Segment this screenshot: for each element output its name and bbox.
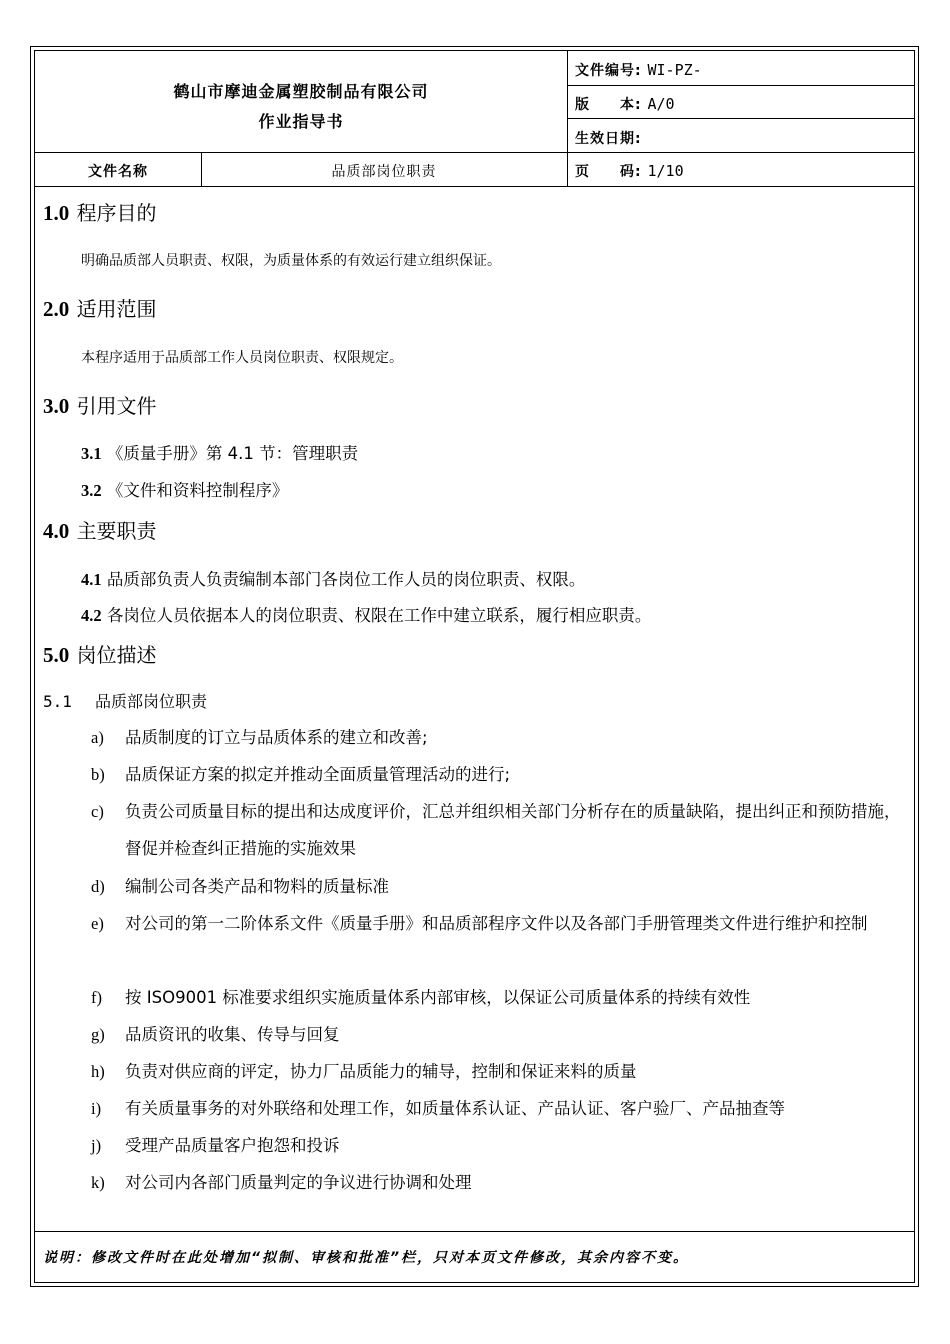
item-label: c): [91, 802, 104, 821]
item-text: 负责公司质量目标的提出和达成度评价，汇总并组织相关部门分析存在的质量缺陷，提出纠正和预防措施，督促并检查纠正措施的实施效果: [125, 802, 901, 858]
subsection-title: 品质部岗位职责: [95, 692, 208, 711]
item-label: e): [91, 914, 104, 933]
page-number-field: [575, 161, 684, 181]
item-label: j): [91, 1136, 102, 1155]
list-item: [81, 477, 288, 501]
effective-date-field: [575, 128, 642, 148]
item-text: 对公司的第一二阶体系文件《质量手册》和品质部程序文件以及各部门手册管理类文件进行维护和控制: [125, 914, 868, 933]
item-number: 3.2: [81, 481, 102, 500]
item-text: 品质制度的订立与品质体系的建立和改善;: [125, 728, 428, 747]
version-label: 版 本:: [575, 97, 642, 113]
duty-item: [91, 1164, 906, 1201]
list-item: [81, 602, 651, 626]
section-title: 主要职责: [76, 519, 157, 543]
item-number: 3.1: [81, 444, 102, 463]
item-text: 有关质量事务的对外联络和处理工作，如质量体系认证、产品认证、客户验厂、产品抽查等: [125, 1099, 785, 1118]
item-text: 《文件和资料控制程序》: [106, 481, 289, 500]
duty-item: [91, 1053, 906, 1090]
item-text: 负责对供应商的评定，协力厂品质能力的辅导，控制和保证来料的质量: [125, 1062, 637, 1081]
page-number-value: 1/10: [647, 162, 684, 180]
page-number-label: 页 码:: [575, 164, 642, 180]
file-name-label: 文件名称: [88, 164, 148, 180]
item-label: i): [91, 1099, 102, 1118]
section-title: 岗位描述: [76, 643, 157, 667]
item-text: 品质保证方案的拟定并推动全面质量管理活动的进行;: [125, 765, 511, 784]
section-number: 5.0: [43, 643, 70, 667]
list-item: [81, 440, 358, 464]
section-number: 2.0: [43, 297, 70, 321]
duty-item: [91, 756, 906, 793]
page-border-outer: [30, 46, 919, 1287]
duty-item: [91, 979, 906, 1016]
item-label: k): [91, 1173, 105, 1192]
duty-item: [91, 905, 906, 942]
item-label: f): [91, 988, 102, 1007]
item-text: 编制公司各类产品和物料的质量标准: [125, 877, 389, 896]
effective-date-label: 生效日期:: [575, 131, 642, 147]
footer-note: 说明：修改文件时在此处增加“拟制、审核和批准”栏，只对本页文件修改，其余内容不变。: [43, 1250, 690, 1266]
item-number: 4.1: [81, 570, 102, 589]
duty-item: [91, 793, 906, 867]
duty-item: [91, 719, 906, 756]
duty-item: [91, 1127, 906, 1164]
item-label: h): [91, 1062, 105, 1081]
item-text: 受理产品质量客户抱怨和投诉: [125, 1136, 340, 1155]
section-heading: [43, 515, 157, 544]
section-number: 3.0: [43, 394, 70, 418]
duty-item: [91, 1016, 906, 1053]
duty-item: [91, 1090, 906, 1127]
file-number-field: [575, 60, 702, 80]
document-type: 作业指导书: [258, 112, 344, 131]
duty-item: [91, 868, 906, 905]
item-text: 品质资讯的收集、传导与回复: [125, 1025, 340, 1044]
item-label: a): [91, 728, 104, 747]
version-value: A/0: [647, 95, 675, 113]
divider: [35, 152, 914, 153]
item-label: g): [91, 1025, 105, 1044]
section-number: 1.0: [43, 201, 70, 225]
section-heading: [43, 639, 157, 668]
item-text: 对公司内各部门质量判定的争议进行协调和处理: [125, 1173, 472, 1192]
subsection-number: 5.1: [43, 692, 72, 711]
item-label: b): [91, 765, 105, 784]
section-heading: [43, 197, 157, 226]
section-text: 本程序适用于品质部工作人员岗位职责、权限规定。: [81, 350, 403, 366]
section-heading: [43, 390, 157, 419]
section-title: 适用范围: [76, 297, 157, 321]
document-header: [35, 51, 914, 186]
item-text: 各岗位人员依据本人的岗位职责、权限在工作中建立联系，履行相应职责。: [106, 606, 652, 625]
file-number-value: WI-PZ-: [647, 61, 702, 79]
divider: [35, 186, 914, 187]
section-title: 引用文件: [76, 394, 157, 418]
item-text: 《质量手册》第 4.1 节：管理职责: [106, 444, 359, 463]
section-heading: [43, 293, 157, 322]
file-number-label: 文件编号:: [575, 63, 642, 79]
version-field: [575, 94, 675, 114]
file-name-value: 品质部岗位职责: [331, 164, 437, 180]
section-title: 程序目的: [76, 201, 157, 225]
item-number: 4.2: [81, 606, 102, 625]
footer-note-box: [35, 1231, 914, 1282]
section-number: 4.0: [43, 519, 70, 543]
item-text: 按 ISO9001 标准要求组织实施质量体系内部审核，以保证公司质量体系的持续有效性: [125, 988, 751, 1007]
section-text: 明确品质部人员职责、权限，为质量体系的有效运行建立组织保证。: [81, 253, 501, 269]
item-label: d): [91, 877, 105, 896]
subsection-heading: [43, 689, 207, 712]
list-item: [81, 566, 585, 590]
page-border-inner: [34, 50, 915, 1283]
divider: [567, 51, 568, 186]
company-name: 鹤山市摩迪金属塑胶制品有限公司: [173, 82, 429, 101]
divider: [567, 85, 914, 86]
divider: [567, 118, 914, 119]
item-text: 品质部负责人负责编制本部门各岗位工作人员的岗位职责、权限。: [106, 570, 586, 589]
